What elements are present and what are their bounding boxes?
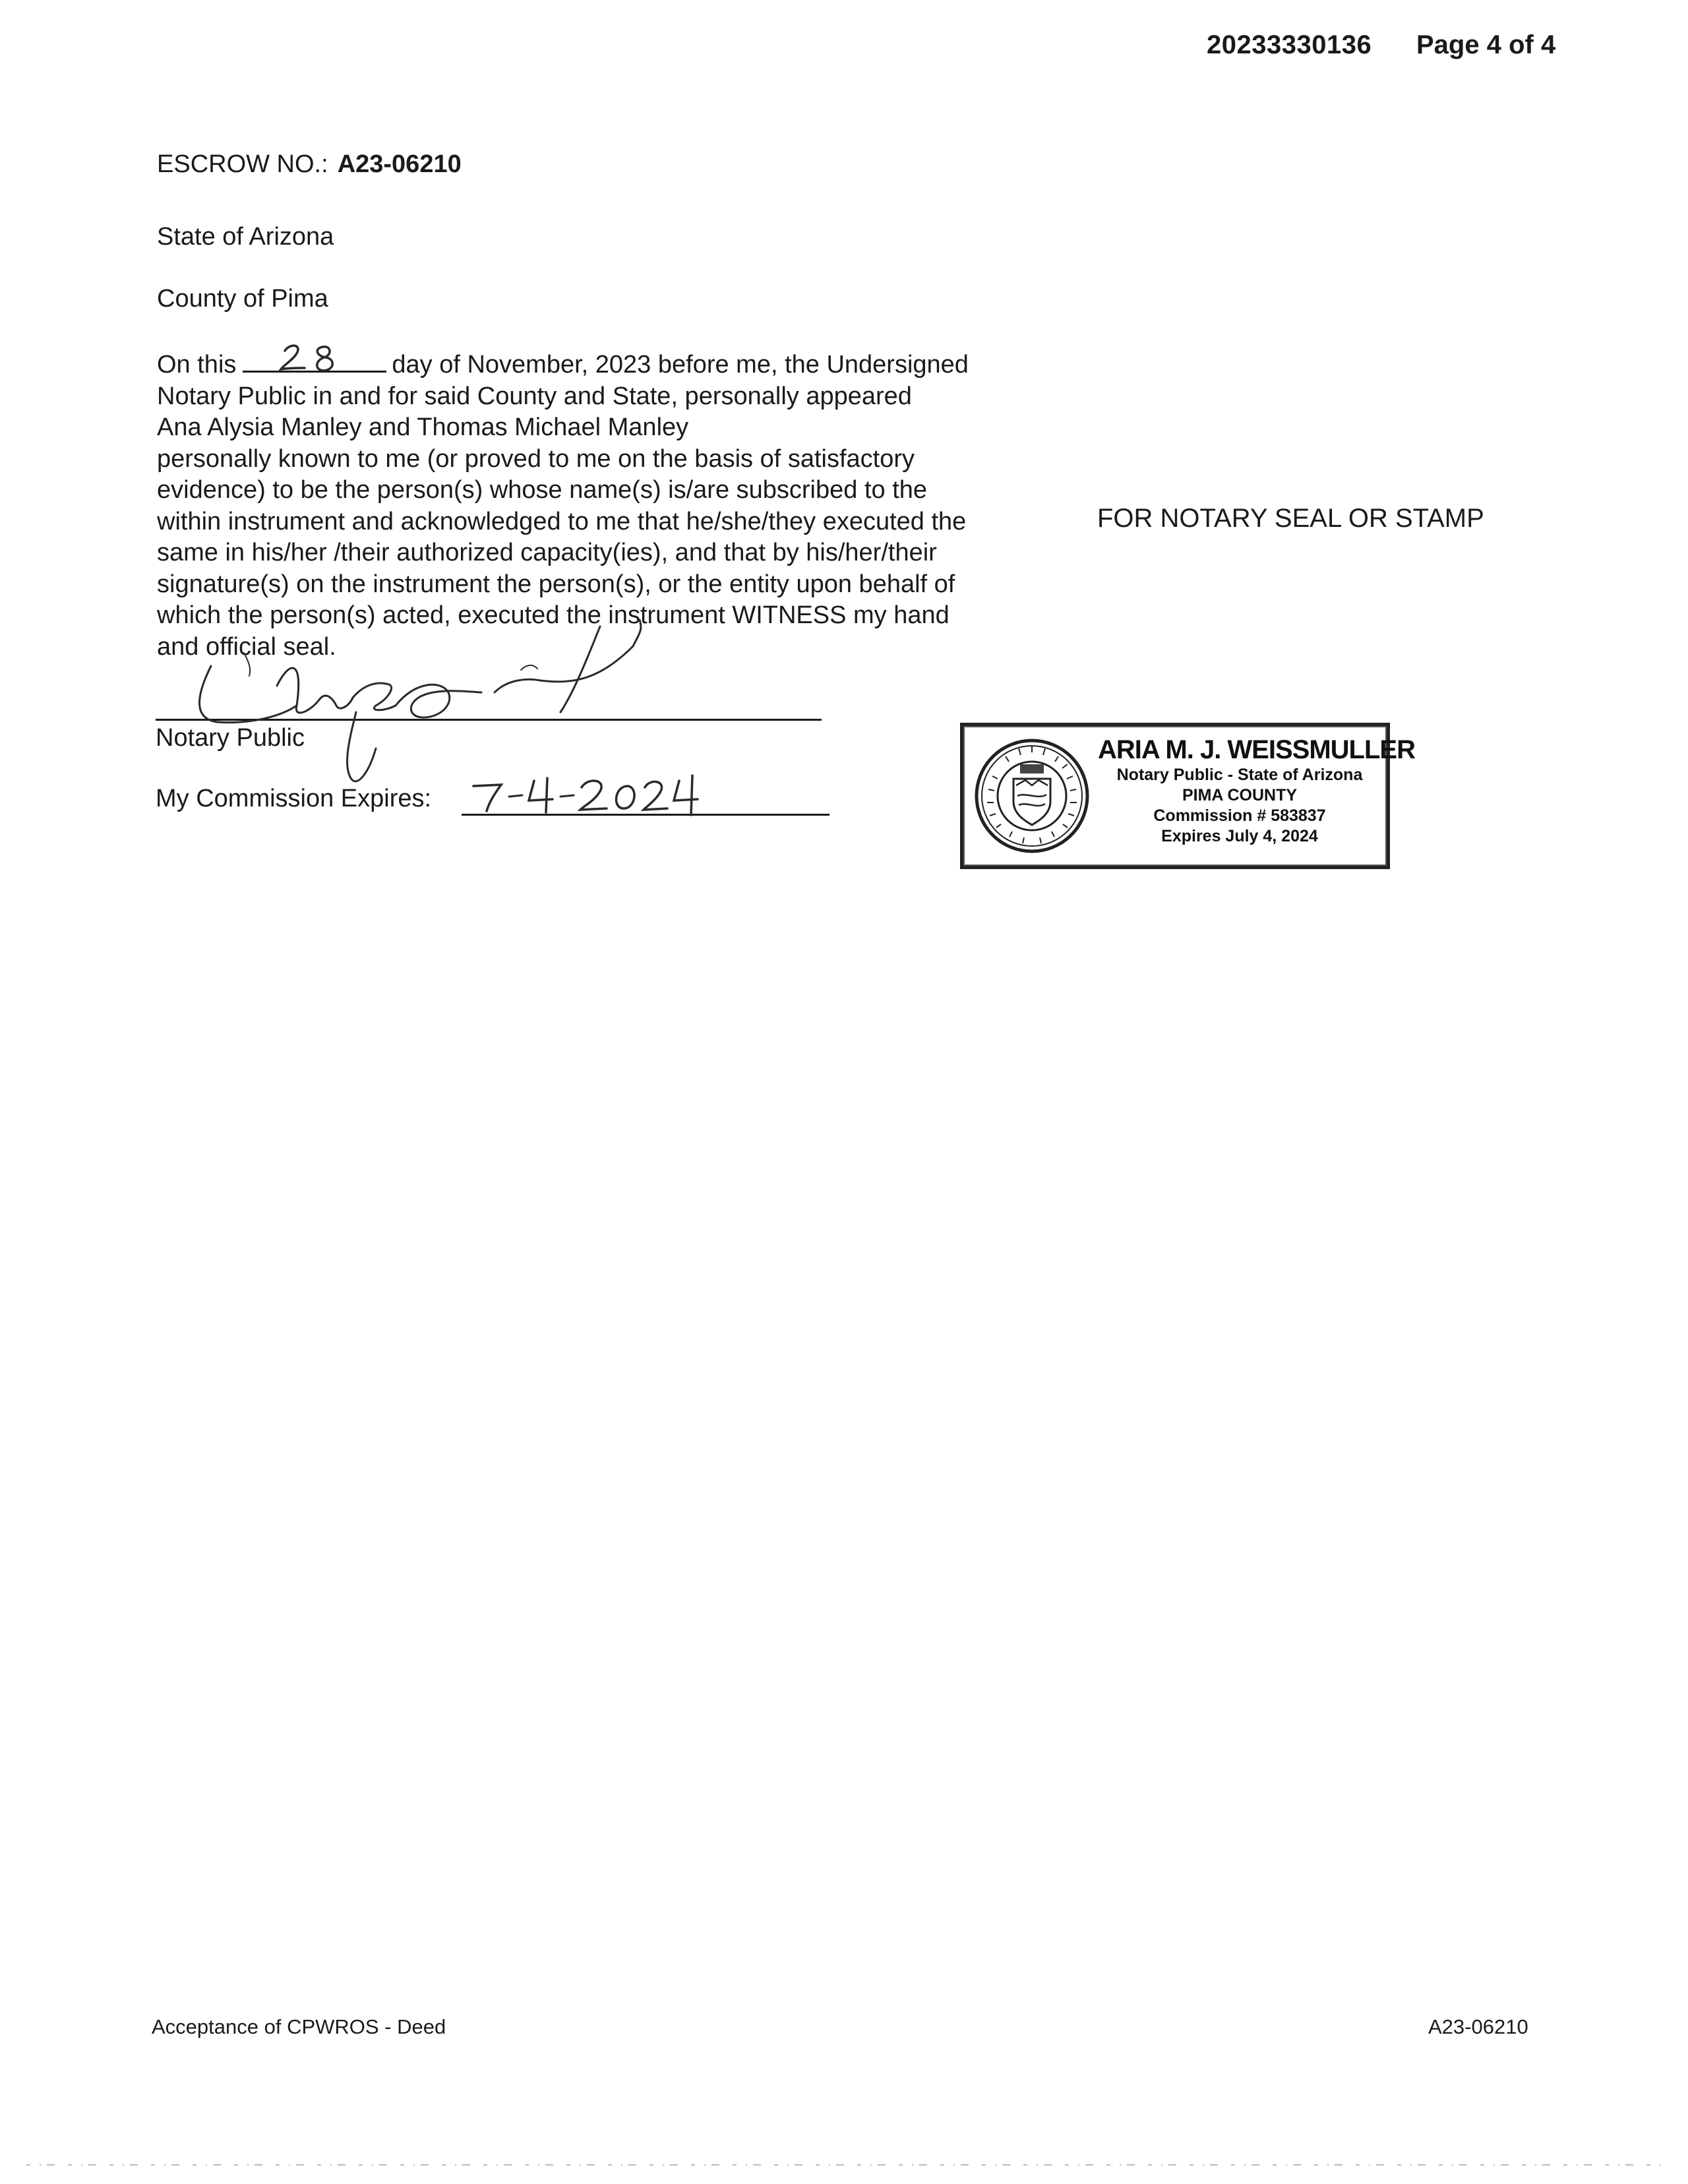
acknowledgment-line-9: which the person(s) acted, executed the instrument WITNESS my hand: [157, 601, 950, 629]
acknowledgment-line-7: same in his/her /their authorized capacity(ies), and that by his/her/their: [157, 539, 937, 566]
document-number: 20233330136: [1207, 30, 1372, 59]
acknowledgment-paragraph: [157, 348, 1093, 663]
stamp-commission-number: Commission # 583837: [1153, 806, 1326, 825]
scan-noise-artifact: [26, 2163, 1662, 2167]
escrow-label: ESCROW NO.:: [157, 150, 328, 178]
venue-state: State of Arizona: [157, 223, 334, 251]
notary-public-label: Notary Public: [156, 724, 305, 752]
seal-area-label: FOR NOTARY SEAL OR STAMP: [1097, 504, 1484, 533]
venue-county: County of Pima: [157, 285, 328, 313]
commission-expires-line: [462, 814, 829, 816]
acknowledgment-line-10: and official seal.: [157, 632, 336, 661]
escrow-number: A23-06210: [337, 150, 462, 178]
acknowledgment-line-1-rest: day of November, 2023 before me, the Undersigned: [392, 351, 969, 379]
escrow-line: [157, 150, 462, 179]
acknowledgment-line-1: [157, 348, 1093, 381]
notary-signature-line: [156, 719, 822, 721]
footer-document-title: Acceptance of CPWROS - Deed: [152, 2015, 446, 2038]
stamp-expiration: Expires July 4, 2024: [1161, 827, 1318, 845]
acknowledgment-line-2: Notary Public in and for said County and State, personally appeared: [157, 382, 912, 410]
handwritten-commission-date: [468, 772, 706, 818]
commission-expires-label: My Commission Expires:: [156, 785, 432, 812]
page-indicator: Page 4 of 4: [1416, 30, 1556, 59]
acknowledgment-line-3: Ana Alysia Manley and Thomas Michael Manley: [157, 413, 689, 441]
acknowledgment-line-4: personally known to me (or proved to me on the basis of satisfactory: [157, 444, 915, 473]
notary-stamp: [960, 723, 1415, 869]
footer-escrow-number: A23-06210: [1428, 2015, 1528, 2038]
day-blank-line: [243, 348, 386, 373]
acknowledgment-line-5: evidence) to be the person(s) whose name(s) is/are subscribed to the: [157, 476, 928, 504]
stamp-county: PIMA COUNTY: [1182, 786, 1298, 804]
acknowledgment-intro: On this: [157, 351, 237, 379]
acknowledgment-line-6: within instrument and acknowledged to me that he/she/they executed the: [157, 507, 967, 535]
stamp-text-block: [1098, 735, 1415, 847]
arizona-state-seal-icon: [973, 737, 1091, 855]
stamp-title: Notary Public - State of Arizona: [1116, 766, 1363, 784]
stamp-notary-name: ARIA M. J. WEISSMULLER: [1098, 735, 1415, 764]
acknowledgment-line-8: signature(s) on the instrument the person(s), or the entity upon behalf of: [157, 570, 955, 598]
